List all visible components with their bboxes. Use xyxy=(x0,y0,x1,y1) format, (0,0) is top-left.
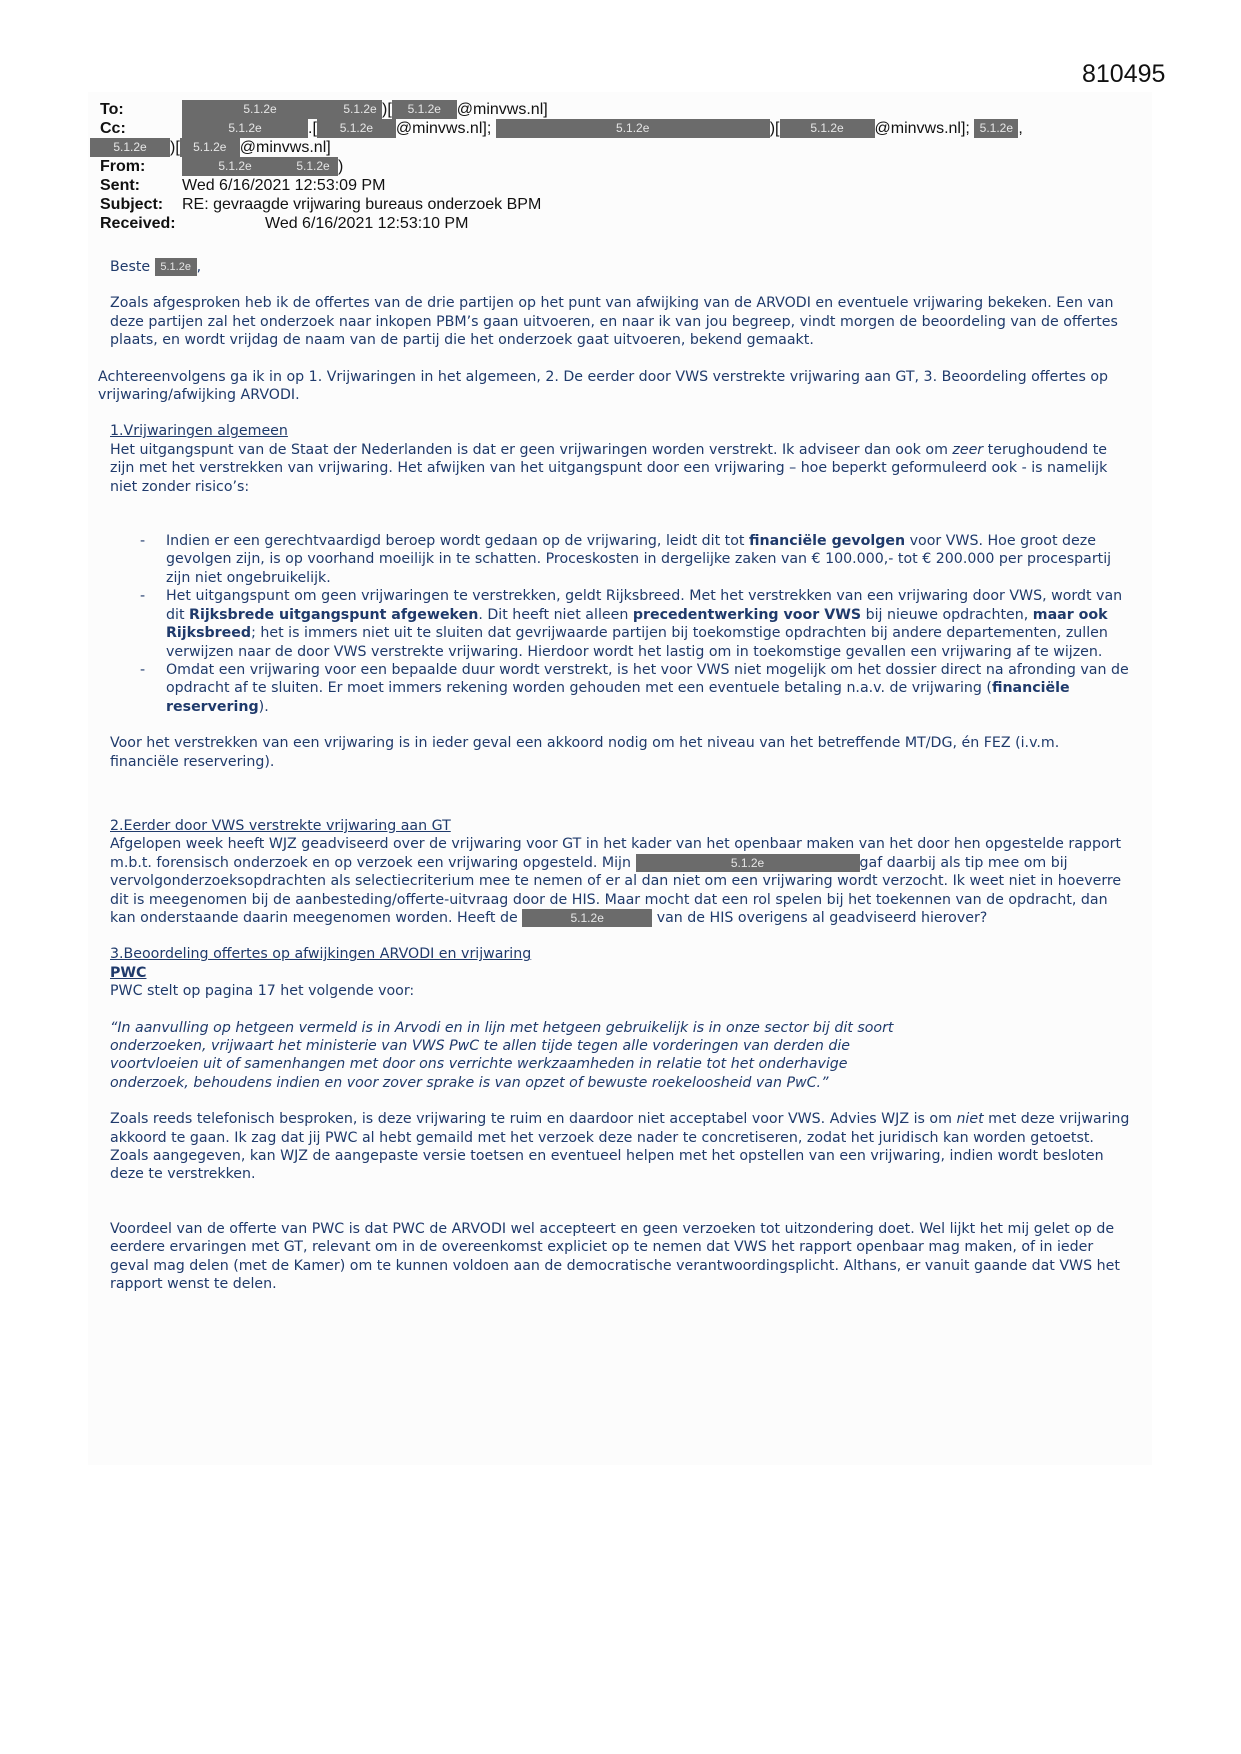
list-item: - Het uitgangspunt om geen vrijwaringen te verstrekken, geldt Rijksbreed. Met het verstrekken van een vrijwaring door VWS, wordt van dit Rijksbrede uitgangspunt afgeweken. Dit heeft niet alleen precedentwerking voor VWS bij nieuwe opdrachten, maar ook Rijksbreed; het is immers niet uit te sluiten dat gevrijwaarde partijen bij toekomstige opdrachten bij andere departementen, zullen verwijzen naar de door VWS verstrekte vrijwaring. Hierdoor wordt het lastig om in toekomstige gevallen een vrijwaring af te wijzen. xyxy=(140,588,1123,660)
redaction-block: 5.1.2e xyxy=(182,100,338,119)
section1-heading: 1.Vrijwaringen algemeen xyxy=(110,423,288,440)
sent-label: Sent: xyxy=(100,177,140,194)
to-email-domain: @minvws.nl] xyxy=(456,101,548,118)
greeting: Beste 5.1.2e , xyxy=(110,259,202,275)
pwc-intro: PWC stelt op pagina 17 het volgende voor: xyxy=(110,983,415,1000)
advice-paragraph: Zoals reeds telefonisch besproken, is deze vrijwaring te ruim en daardoor niet acceptabel voor VWS. Advies WJZ is om niet met deze vrijwaring akkoord te gaan. Ik zag dat jij PWC al hebt gemaild met het verzoek deze nader te concretiseren, zodat het juridisch kan worden getoetst. Zoals aangegeven, kan WJZ de aangepaste versie toetsen en eventueel helpen met het opstellen van een vrijwaring, indien wordt besloten deze te verstrekken. xyxy=(110,1111,1130,1183)
redaction-block: 5.1.2e xyxy=(182,119,308,138)
advantage-paragraph: Voordeel van de offerte van PWC is dat PWC de ARVODI wel accepteert en geen verzoeken tot uitzondering doet. Wel lijkt het mij gelet op de eerdere ervaringen met GT, relevant om in de overeenkomst expliciet op te nemen dat VWS het rapport openbaar mag maken, of in ieder geval mag delen (met de Kamer) om te kunnen voldoen aan de democratische verantwoordingsplicht. Althans, er vanuit gaande dat VWS het rapport wenst te delen. xyxy=(110,1220,1120,1293)
cc-label: Cc: xyxy=(100,120,126,137)
pwc-subheading: PWC xyxy=(110,964,147,981)
sent-row xyxy=(100,176,1160,195)
received-label: Received: xyxy=(100,215,176,232)
redaction-block: 5.1.2e xyxy=(317,119,396,138)
received-value: Wed 6/16/2021 12:53:10 PM xyxy=(265,215,469,232)
redaction-block: 5.1.2e xyxy=(182,157,288,176)
from-value: 5.1.2e 5.1.2e ) xyxy=(182,157,343,176)
sent-value: Wed 6/16/2021 12:53:09 PM xyxy=(182,177,386,194)
overview-paragraph: Achtereenvolgens ga ik in op 1. Vrijwaringen in het algemeen, 2. De eerder door VWS verstrekte vrijwaring aan GT, 3. Beoordeling offertes op vrijwaring/afwijking ARVODI. xyxy=(98,368,1109,404)
email-header xyxy=(100,100,1160,233)
from-row xyxy=(100,157,1160,176)
intro-paragraph: Zoals afgesproken heb ik de offertes van de drie partijen op het punt van afwijking van de ARVODI en eventuele vrijwaring bekeken. Een van deze partijen zal het onderzoek naar inkopen PBM’s gaan uitvoeren, en naar ik van jou begreep, vindt morgen de beoordeling van de offertes plaats, en wordt vrijdag de naam van de partij die het onderzoek gaat uitvoeren, bekend gemaakt. xyxy=(110,295,1118,349)
redaction-block: 5.1.2e xyxy=(90,138,170,157)
cc-value: 5.1.2e .[ 5.1.2e @minvws.nl]; 5.1.2e )[ 5.1.2e @minvws.nl]; 5.1.2e , xyxy=(182,119,1023,138)
redaction-block: 5.1.2e xyxy=(155,258,197,276)
page-number: 810495 xyxy=(1082,60,1166,88)
section1-paragraph: Het uitgangspunt van de Staat der Nederlanden is dat er geen vrijwaringen worden verstrekt. Ik adviseer dan ook om zeer terughoudend te zijn met het verstrekken van vrijwaring. Het afwijken van het uitgangspunt door een vrijwaring – hoe beperkt geformuleerd ook - is namelijk niet zonder risico’s: xyxy=(110,441,1108,495)
cc-row-continued: 5.1.2e )[ 5.1.2e @minvws.nl] xyxy=(90,138,1160,157)
section3-heading: 3.Beoordeling offertes op afwijkingen ARVODI en vrijwaring xyxy=(110,946,532,963)
cc-row xyxy=(100,119,1160,138)
email-body xyxy=(98,258,1130,1293)
received-row xyxy=(100,214,1160,233)
redaction-block: 5.1.2e xyxy=(522,909,652,927)
to-value: 5.1.2e 5.1.2e )[ 5.1.2e @minvws.nl] xyxy=(182,100,548,119)
redaction-block: 5.1.2e xyxy=(974,119,1018,138)
subject-row xyxy=(100,195,1160,214)
redaction-block: 5.1.2e xyxy=(780,119,875,138)
section2-paragraph: Afgelopen week heeft WJZ geadviseerd over de vrijwaring voor GT in het kader van het openbaar maken van het door hen opgestelde rapport m.b.t. forensisch onderzoek en op verzoek een vrijwaring opgesteld. Mijn 5.1.2e gaf daarbij als tip mee om bij vervolgonderzoeksopdrachten als selectiecriterium mee te nemen of er al dan niet om een vrijwaring wordt verzocht. Ik weet niet in hoeverre dit is meegenomen bij de aanbesteding/offerte-uitvraag door de HIS. Maar mocht dat een rol spelen bij het toekennen van de opdracht, dan kan onderstaande daarin meegenomen worden. Heeft de 5.1.2e van de HIS overigens al geadviseerd hierover? xyxy=(110,836,1122,926)
redaction-block: 5.1.2e xyxy=(180,138,240,157)
pwc-quote: “In aanvulling op hetgeen vermeld is in Arvodi en in lijn met hetgeen gebruikelijk is in onze sector bij dit soort onderzoeken, vrijwaart het ministerie van VWS PwC te allen tijde tegen alle vorderingen van derden die voortvloeien uit of samenhangen met door ons verrichte werkzaamheden in relatie tot het onderhavige onderzoek, behoudens indien en voor zover sprake is van opzet of bewuste roekeloosheid van PwC.” xyxy=(110,1019,894,1091)
section2-heading: 2.Eerder door VWS verstrekte vrijwaring aan GT xyxy=(110,817,451,834)
subject-label: Subject: xyxy=(100,196,164,213)
to-row xyxy=(100,100,1160,119)
list-item: - Indien er een gerechtvaardigd beroep wordt gedaan op de vrijwaring, leidt dit tot financiële gevolgen voor VWS. Hoe groot deze gevolgen zijn, is op voorhand moeilijk in te schatten. Proceskosten in dergelijke zaken van € 100.000,- tot € 200.000 per procespartij zijn niet ongebruikelijk. xyxy=(140,533,1112,586)
risk-list xyxy=(110,532,1130,716)
redaction-block: 5.1.2e xyxy=(288,157,338,176)
to-label: To: xyxy=(100,101,124,118)
redaction-block: 5.1.2e xyxy=(392,100,457,119)
redaction-block: 5.1.2e xyxy=(338,100,382,119)
approval-paragraph: Voor het verstrekken van een vrijwaring is in ieder geval een akkoord nodig om het niveau van het betreffende MT/DG, én FEZ (i.v.m. financiële reservering). xyxy=(110,735,1060,770)
subject-value: RE: gevraagde vrijwaring bureaus onderzoek BPM xyxy=(182,196,542,213)
redaction-block: 5.1.2e xyxy=(636,854,860,872)
list-item: - Omdat een vrijwaring voor een bepaalde duur wordt verstrekt, is het voor VWS niet mogelijk om het dossier direct na afronding van de opdracht af te sluiten. Er moet immers rekening worden gehouden met een eventuele betaling n.a.v. de vrijwaring (financiële reservering). xyxy=(140,661,1129,715)
from-label: From: xyxy=(100,158,146,175)
redaction-block: 5.1.2e xyxy=(496,119,770,138)
